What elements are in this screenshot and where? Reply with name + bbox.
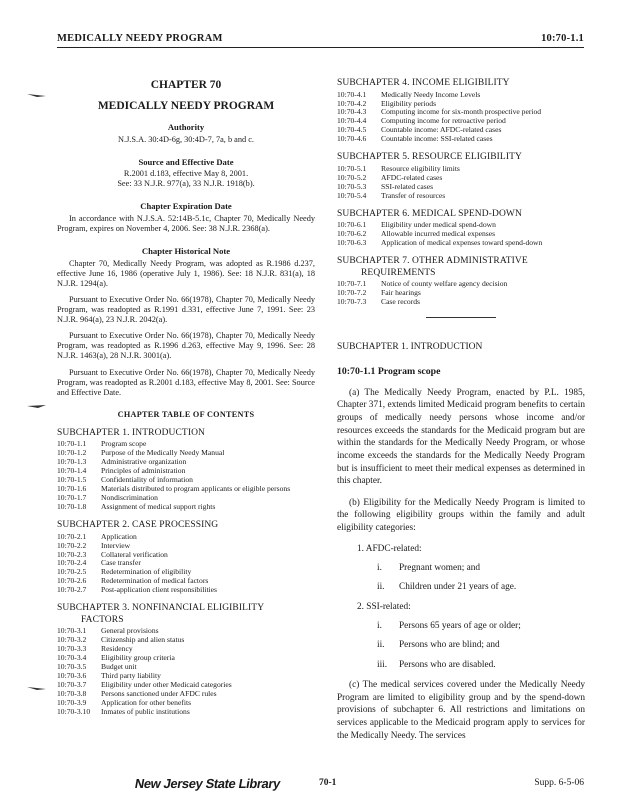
toc-list bbox=[337, 221, 585, 248]
toc-entry-number: 10:70-5.3 bbox=[337, 181, 367, 191]
expiration-text: In accordance with N.J.S.A. 52:14B-5.1c, Chapter 70, Medically Needy Program, expires on November 4, 2006. See: 38 N.J.R. 2368(a). bbox=[57, 213, 315, 233]
toc-entry-title: Transfer of resources bbox=[381, 190, 446, 200]
toc-list bbox=[57, 533, 315, 596]
toc-subchapter-title-line: REQUIREMENTS bbox=[361, 267, 436, 278]
toc-entry-number: 10:70-4.2 bbox=[337, 98, 367, 108]
library-logo: New Jersey State Library bbox=[133, 776, 282, 791]
toc-entry-number: 10:70-4.4 bbox=[337, 116, 367, 126]
toc-subchapter-title-line: FACTORS bbox=[81, 614, 124, 625]
authority-heading: Authority bbox=[167, 122, 205, 133]
body-paragraph: (a) The Medically Needy Program, enacted by P.L. 1985, Chapter 371, extends limited Medicaid program benefits to certain groups of medically needy persons whose income and/or resources exceeds the standards for the Medicaid program but are within the standards for the Medically Needy Program, or whose income exceeds the standards for the Medically Needy Program but is insufficient to meet their medical expenses as determined in this chapter. bbox=[337, 387, 585, 487]
toc-entry-title: Computing income for six-month prospective period bbox=[381, 107, 542, 117]
toc-entry[interactable] bbox=[337, 289, 585, 298]
toc-entry-number: 10:70-2.2 bbox=[57, 540, 87, 550]
toc-list bbox=[57, 440, 315, 512]
toc-subchapter-title: SUBCHAPTER 1. INTRODUCTION bbox=[57, 427, 206, 438]
toc-entry[interactable] bbox=[57, 485, 315, 494]
sub-list-item bbox=[337, 582, 585, 593]
toc-entry-title: Computing income for retroactive period bbox=[381, 116, 506, 126]
toc-entry-title: Eligibility periods bbox=[381, 98, 437, 108]
toc-entry-number: 10:70-6.1 bbox=[337, 220, 367, 230]
authority-text: N.J.S.A. 30:4D-6g, 30:4D-7, 7a, b and c. bbox=[118, 134, 254, 144]
source-line: R.2001 d.183, effective May 8, 2001. bbox=[123, 169, 249, 179]
toc-entry[interactable] bbox=[337, 183, 585, 192]
toc-entry-title: Assignment of medical support rights bbox=[101, 502, 216, 512]
toc-entry-title: Notice of county welfare agency decision bbox=[381, 279, 508, 289]
body-subchapter-title: SUBCHAPTER 1. INTRODUCTION bbox=[337, 342, 483, 353]
toc-entry-number: 10:70-3.6 bbox=[57, 671, 87, 681]
section-title: 10:70-1.1 Program scope bbox=[337, 365, 441, 377]
toc-list bbox=[337, 280, 585, 307]
toc-subchapter-title-line: SUBCHAPTER 7. OTHER ADMINISTRATIVE bbox=[337, 256, 528, 267]
toc-entry-title: AFDC-related cases bbox=[381, 172, 443, 182]
toc-subchapter-title: SUBCHAPTER 6. MEDICAL SPEND-DOWN bbox=[337, 208, 522, 219]
toc-entry[interactable] bbox=[57, 708, 315, 717]
toc-entry[interactable] bbox=[337, 239, 585, 248]
toc-entry-number: 10:70-5.4 bbox=[337, 190, 367, 200]
toc-entry-title: Residency bbox=[101, 644, 133, 654]
toc-entry-title: Countable income: AFDC-related cases bbox=[381, 125, 502, 135]
toc-entry-title: Redetermination of medical factors bbox=[101, 576, 209, 586]
chapter-number: CHAPTER 70 bbox=[150, 79, 222, 91]
toc-entry-number: 10:70-1.6 bbox=[57, 484, 87, 494]
toc-entry[interactable] bbox=[57, 449, 315, 458]
toc-entry-title: Interview bbox=[101, 540, 131, 550]
running-header bbox=[57, 33, 584, 48]
toc-entry[interactable] bbox=[337, 135, 585, 144]
toc-entry[interactable] bbox=[57, 654, 315, 663]
toc-entry-number: 10:70-3.10 bbox=[57, 707, 91, 717]
toc-entry-title: Redetermination of eligibility bbox=[101, 567, 192, 577]
toc-entry-title: Inmates of public institutions bbox=[101, 707, 190, 717]
toc-entry-title: Medically Needy Income Levels bbox=[381, 89, 481, 99]
toc-subchapter-title bbox=[337, 256, 585, 279]
toc-subchapter-title bbox=[57, 603, 315, 626]
roman-numeral: ii. bbox=[377, 582, 385, 593]
toc-subchapter-title: SUBCHAPTER 2. CASE PROCESSING bbox=[57, 520, 219, 531]
toc-entry-title: Purpose of the Medically Needy Manual bbox=[101, 448, 225, 458]
toc-entry-title: Application of medical expenses toward spend-down bbox=[381, 238, 543, 248]
margin-mark bbox=[26, 92, 48, 97]
toc-entry-title: Collateral verification bbox=[101, 549, 168, 559]
sub-list-text: Children under 21 years of age. bbox=[399, 582, 517, 593]
toc-entry-title: General provisions bbox=[101, 626, 159, 636]
right-column bbox=[337, 78, 585, 742]
roman-numeral: i. bbox=[377, 563, 382, 574]
toc-entry-title: Program scope bbox=[101, 439, 147, 449]
toc-entry-title: Application bbox=[101, 531, 137, 541]
body-paragraph: (b) Eligibility for the Medically Needy Program is limited to the following eligibility groups within the family and adult eligibility categories: bbox=[337, 497, 585, 534]
toc-list bbox=[337, 91, 585, 145]
toc-entry-number: 10:70-1.1 bbox=[57, 439, 87, 449]
list-item: 1. AFDC-related: bbox=[357, 543, 422, 554]
toc-entry-number: 10:70-3.3 bbox=[57, 644, 87, 654]
list-item: 2. SSI-related: bbox=[357, 601, 411, 612]
source-line: See: 33 N.J.R. 977(a), 33 N.J.R. 1918(b). bbox=[117, 179, 255, 189]
toc-entry-title: Administrative organization bbox=[101, 457, 187, 467]
toc-entry[interactable] bbox=[337, 174, 585, 183]
sub-list-text: Pregnant women; and bbox=[399, 563, 481, 574]
toc-entry-title: Confidentiality of information bbox=[101, 475, 193, 485]
toc-entry-number: 10:70-2.7 bbox=[57, 585, 87, 595]
toc-entry-number: 10:70-1.8 bbox=[57, 502, 87, 512]
toc-entry-title: Eligibility under other Medicaid categories bbox=[101, 680, 232, 690]
toc-entry-title: Eligibility under medical spend-down bbox=[381, 220, 496, 230]
toc-entry-title: Third party liability bbox=[101, 671, 161, 681]
toc-entry-number: 10:70-2.5 bbox=[57, 567, 87, 577]
toc-entry-title: Budget unit bbox=[101, 662, 137, 672]
toc-entry[interactable] bbox=[57, 533, 315, 542]
toc-entry-number: 10:70-1.3 bbox=[57, 457, 87, 467]
toc-entry[interactable] bbox=[57, 458, 315, 467]
toc-entry-number: 10:70-2.1 bbox=[57, 531, 87, 541]
toc-entry-number: 10:70-2.6 bbox=[57, 576, 87, 586]
chapter-title: MEDICALLY NEEDY PROGRAM bbox=[97, 100, 275, 113]
toc-heading: CHAPTER TABLE OF CONTENTS bbox=[117, 409, 255, 419]
toc-entry-number: 10:70-3.8 bbox=[57, 689, 87, 699]
toc-entry-number: 10:70-1.5 bbox=[57, 475, 87, 485]
toc-entry-title: Citizenship and alien status bbox=[101, 635, 185, 645]
toc-entry-title: Case records bbox=[381, 297, 421, 307]
toc-entry-title: Nondiscrimination bbox=[101, 493, 158, 503]
toc-entry-title: Eligibility group criteria bbox=[101, 653, 175, 663]
history-heading: Chapter Historical Note bbox=[141, 246, 231, 257]
toc-entry-number: 10:70-7.2 bbox=[337, 288, 367, 298]
toc-entry-number: 10:70-5.2 bbox=[337, 172, 367, 182]
toc-entry-number: 10:70-3.2 bbox=[57, 635, 87, 645]
supplement-date: Supp. 6-5-06 bbox=[534, 778, 584, 788]
toc-entry[interactable] bbox=[337, 192, 585, 201]
sub-list-item bbox=[337, 660, 585, 671]
left-column bbox=[57, 78, 315, 717]
toc-entry-number: 10:70-2.4 bbox=[57, 558, 87, 568]
sub-list-item bbox=[337, 621, 585, 632]
toc-entry[interactable] bbox=[57, 586, 315, 595]
toc-entry[interactable] bbox=[57, 627, 315, 636]
header-title: MEDICALLY NEEDY PROGRAM bbox=[57, 33, 223, 44]
toc-entry-title: Countable income: SSI-related cases bbox=[381, 134, 493, 144]
toc-subchapter-title: SUBCHAPTER 5. RESOURCE ELIGIBILITY bbox=[337, 152, 522, 163]
toc-entry-title: Application for other benefits bbox=[101, 698, 192, 708]
body-paragraph: (c) The medical services covered under the Medically Needy Program are limited to eligibility group and by the spend-down provisions of subchapter 6. All restrictions and limitations on services applicable to the Medicaid program apply to services for the Medically Needy. The services bbox=[337, 680, 585, 741]
toc-entry-number: 10:70-1.4 bbox=[57, 466, 87, 476]
toc-entry-number: 10:70-4.1 bbox=[337, 89, 367, 99]
toc-entry-number: 10:70-4.3 bbox=[337, 107, 367, 117]
toc-entry-number: 10:70-3.1 bbox=[57, 626, 87, 636]
sub-list-text: Persons who are blind; and bbox=[399, 640, 500, 651]
toc-entry[interactable] bbox=[57, 645, 315, 654]
toc-entry-number: 10:70-3.4 bbox=[57, 653, 87, 663]
toc-entry-number: 10:70-7.1 bbox=[337, 279, 367, 289]
sub-list-text: Persons who are disabled. bbox=[399, 659, 496, 670]
sub-list-text: Persons 65 years of age or older; bbox=[399, 621, 521, 632]
toc-entry-number: 10:70-3.7 bbox=[57, 680, 87, 690]
history-paragraph: Pursuant to Executive Order No. 66(1978), Chapter 70, Medically Needy Program, was readopted as R.2001 d.183, effective May 8, 2001. See: Source and Effective Date. bbox=[57, 367, 315, 397]
history-paragraph: Chapter 70, Medically Needy Program, was adopted as R.1986 d.237, effective June 16, 1986 (operative July 1, 1986). See: 18 N.J.R. 831(a), 18 N.J.R. 1294(a). bbox=[57, 258, 315, 288]
toc-subchapter-title: SUBCHAPTER 4. INCOME ELIGIBILITY bbox=[337, 78, 510, 88]
toc-list bbox=[57, 627, 315, 717]
source-heading: Source and Effective Date bbox=[138, 156, 234, 167]
toc-entry-number: 10:70-6.3 bbox=[337, 238, 367, 248]
toc-entry-number: 10:70-3.5 bbox=[57, 662, 87, 672]
sub-list-item bbox=[337, 563, 585, 574]
toc-entry[interactable] bbox=[337, 298, 585, 307]
toc-list bbox=[337, 165, 585, 201]
toc-entry-number: 10:70-1.2 bbox=[57, 448, 87, 458]
toc-entry-number: 10:70-4.5 bbox=[337, 125, 367, 135]
history-paragraph: Pursuant to Executive Order No. 66(1978), Chapter 70, Medically Needy Program, was readopted as R.1991 d.331, effective June 7, 1991. See: 23 N.J.R. 964(a), 23 N.J.R. 2042(a). bbox=[57, 294, 315, 325]
roman-numeral: ii. bbox=[377, 640, 385, 651]
toc-entry-number: 10:70-3.9 bbox=[57, 698, 87, 708]
toc-entry-number: 10:70-7.3 bbox=[337, 297, 367, 307]
margin-mark bbox=[26, 403, 48, 408]
expiration-heading: Chapter Expiration Date bbox=[140, 201, 232, 212]
toc-entry-title: SSI-related cases bbox=[381, 181, 434, 191]
sub-list-item bbox=[337, 640, 585, 651]
toc-entry-title: Case transfer bbox=[101, 558, 141, 568]
toc-entry-title: Materials distributed to program applicants or eligible persons bbox=[101, 484, 291, 494]
header-section-number: 10:70-1.1 bbox=[541, 33, 584, 44]
toc-entry-title: Resource eligibility limits bbox=[381, 163, 460, 173]
page-footer bbox=[57, 778, 584, 794]
toc-entry[interactable] bbox=[337, 91, 585, 100]
toc-entry[interactable] bbox=[337, 280, 585, 289]
toc-entry-number: 10:70-6.2 bbox=[337, 229, 367, 239]
toc-entry-title: Fair hearings bbox=[381, 288, 421, 298]
toc-subchapter-title-line: SUBCHAPTER 3. NONFINANCIAL ELIGIBILITY bbox=[57, 603, 265, 614]
page-number: 70-1 bbox=[319, 778, 337, 788]
toc-entry-number: 10:70-2.3 bbox=[57, 549, 87, 559]
toc-entry-number: 10:70-4.6 bbox=[337, 134, 367, 144]
toc-entry-title: Allowable incurred medical expenses bbox=[381, 229, 496, 239]
toc-entry-number: 10:70-5.1 bbox=[337, 163, 367, 173]
toc-entry[interactable] bbox=[57, 551, 315, 560]
roman-numeral: i. bbox=[377, 621, 382, 632]
toc-entry-title: Persons sanctioned under AFDC rules bbox=[101, 689, 217, 699]
toc-entry[interactable] bbox=[57, 503, 315, 512]
toc-entry[interactable] bbox=[337, 165, 585, 174]
roman-numeral: iii. bbox=[377, 659, 388, 670]
toc-entry-title: Post-application client responsibilities bbox=[101, 585, 217, 595]
margin-mark bbox=[26, 685, 48, 690]
toc-entry-title: Principles of administration bbox=[101, 466, 186, 476]
toc-entry[interactable] bbox=[57, 542, 315, 551]
history-paragraph: Pursuant to Executive Order No. 66(1978), Chapter 70, Medically Needy Program, was readopted as R.1996 d.263, effective May 9, 1996. See: 28 N.J.R. 1463(a), 28 N.J.R. 3001(a). bbox=[57, 331, 315, 361]
toc-entry-number: 10:70-1.7 bbox=[57, 493, 87, 503]
toc-entry[interactable] bbox=[57, 663, 315, 672]
toc-entry[interactable] bbox=[57, 636, 315, 645]
